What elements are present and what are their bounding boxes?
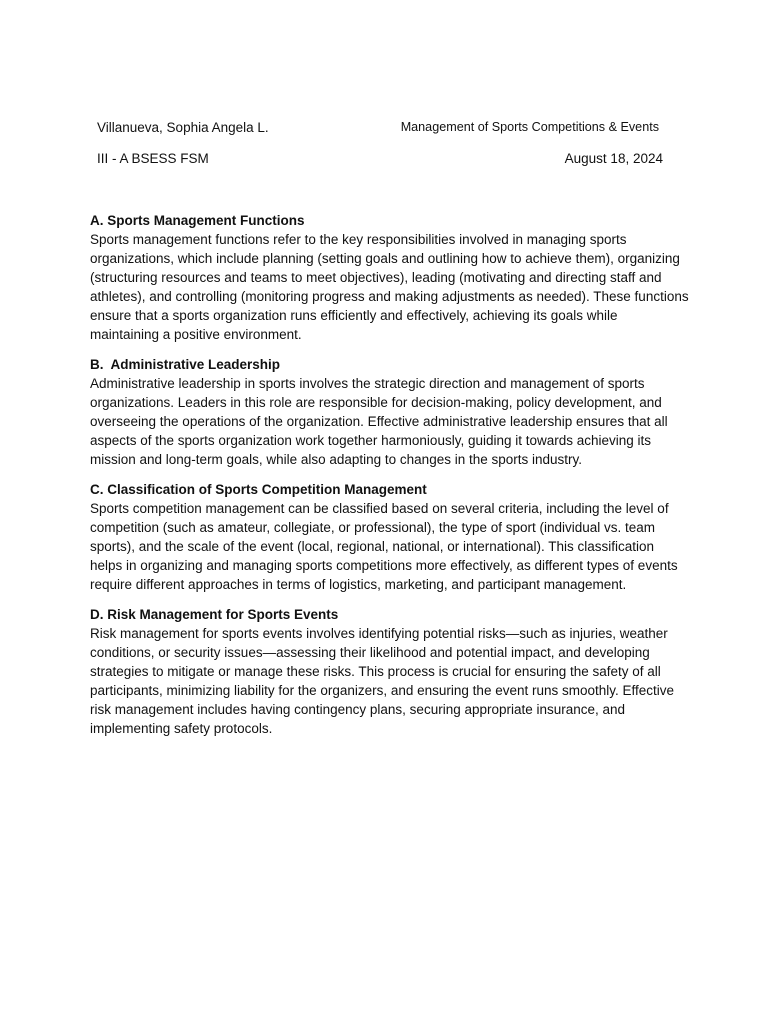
- section-heading: D. Risk Management for Sports Events: [90, 607, 339, 622]
- section-paragraph: Sports management functions refer to the key responsibilities involved in managing sports organizations, which include planning (setting goals and outlining how to achieve them), organizing (structuring resources and teams to meet objectives), leading (motivating and directing staff and athletes), and controlling (monitoring progress and making adjustments as needed). These functions ensure that a sports organization runs efficiently and effectively, achieving its goals while maintaining a positive environment.: [90, 232, 689, 342]
- section-heading: C. Classification of Sports Competition Management: [90, 482, 427, 497]
- section-heading: A. Sports Management Functions: [90, 213, 305, 228]
- document-body: [90, 211, 690, 749]
- section-risk-management: [90, 605, 690, 738]
- section-paragraph: Risk management for sports events involves identifying potential risks—such as injuries, weather conditions, or security issues—assessing their likelihood and potential impact, and developing strategies to mitigate or manage these risks. This process is crucial for ensuring the safety of all participants, minimizing liability for the organizers, and ensuring the event runs smoothly. Effective risk management includes having contingency plans, securing appropriate insurance, and implementing safety protocols.: [90, 626, 675, 736]
- subject-title: Management of Sports Competitions & Events: [400, 120, 659, 134]
- section-administrative-leadership: [90, 355, 690, 469]
- section-heading: B. Administrative Leadership: [90, 357, 281, 372]
- section-paragraph: Administrative leadership in sports involves the strategic direction and management of sports organizations. Leaders in this role are responsible for decision-making, policy development, and overseeing the operations of the organization. Effective administrative leadership ensures that all aspects of the sports organization work together harmoniously, guiding it towards achieving its mission and long-term goals, while also adapting to changes in the sports industry.: [90, 376, 668, 467]
- student-name: Villanueva, Sophia Angela L.: [97, 120, 269, 135]
- section-sports-management-functions: [90, 211, 690, 344]
- section-classification-competition-management: [90, 480, 690, 594]
- document-date: August 18, 2024: [564, 151, 663, 166]
- course-section: III - A BSESS FSM: [97, 151, 209, 166]
- section-paragraph: Sports competition management can be classified based on several criteria, including the level of competition (such as amateur, collegiate, or professional), the type of sport (individual vs. team sports), and the scale of the event (local, regional, national, or international). This classification helps in organizing and managing sports competitions more effectively, as different types of events require different approaches in terms of logistics, marketing, and participant management.: [90, 501, 678, 592]
